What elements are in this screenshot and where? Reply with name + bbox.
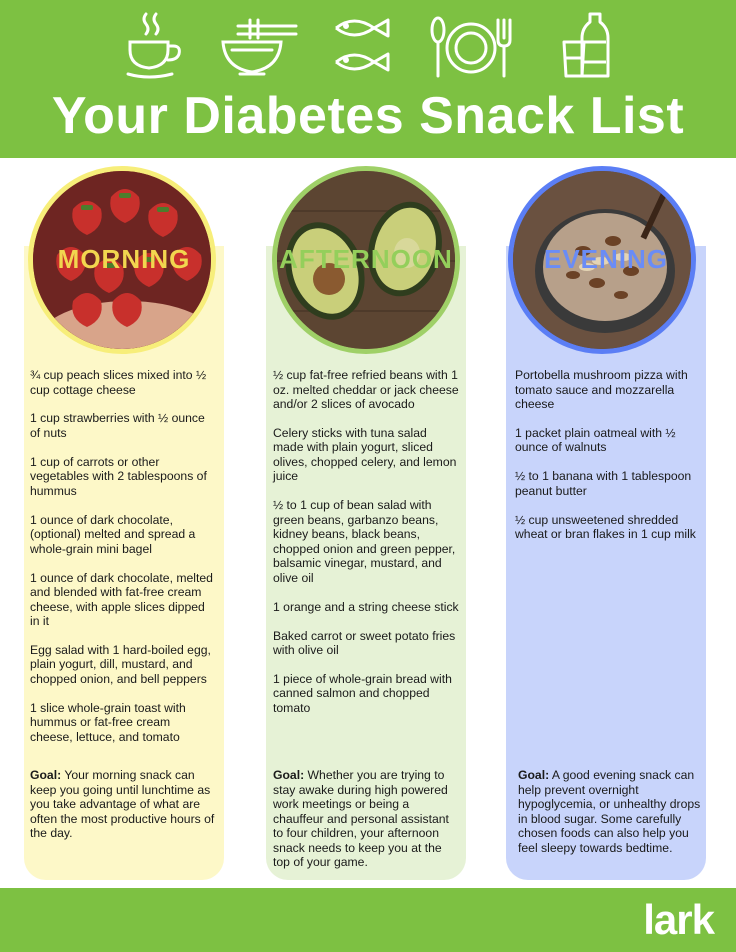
list-item: ½ cup fat-free refried beans with 1 oz. melted cheddar or jack cheese and/or 2 slices of avocado bbox=[273, 368, 459, 411]
list-item: Egg salad with 1 hard-boiled egg, plain yogurt, dill, mustard, and chopped onion, and bell peppers bbox=[30, 642, 211, 686]
afternoon-snack-list bbox=[273, 368, 459, 730]
food-icons-row bbox=[0, 8, 736, 80]
fish-icon bbox=[332, 8, 392, 80]
page-title: Your Diabetes Snack List bbox=[51, 87, 685, 145]
goal-text: Whether you are trying to stay awake during high powered work meetings or being a chauffeur and personal assistant to four children, your afternoon snack needs to keep you at the top of your game. bbox=[273, 768, 449, 869]
coffee-cup-icon bbox=[124, 8, 184, 80]
goal-text: Your morning snack can keep you going until lunchtime as you take advantage of what are often the most productive hours of the day. bbox=[30, 768, 215, 840]
evening-label: EVENING bbox=[543, 244, 669, 274]
list-item: 1 ounce of dark chocolate, (optional) melted and spread a whole-grain mini bagel bbox=[30, 512, 196, 556]
list-item: ½ cup unsweetened shredded wheat or bran flakes in 1 cup milk bbox=[515, 512, 696, 542]
list-item: ½ to 1 cup of bean salad with green beans, garbanzo beans, kidney beans, black beans, chopped onion and green pepper, balsamic vinegar, mustard, and olive oil bbox=[273, 498, 456, 585]
noodle-bowl-icon bbox=[220, 8, 300, 80]
list-item: Portobella mushroom pizza with tomato sauce and mozzarella cheese bbox=[515, 368, 688, 411]
list-item: Celery sticks with tuna salad made with plain yogurt, sliced olives, chopped celery, and lemon juice bbox=[273, 425, 457, 484]
list-item: 1 slice whole-grain toast with hummus or fat-free cream cheese, lettuce, and tomato bbox=[30, 700, 186, 744]
morning-goal bbox=[30, 768, 218, 841]
goal-label: Goal: bbox=[273, 768, 305, 782]
list-item: 1 packet plain oatmeal with ½ ounce of walnuts bbox=[515, 425, 676, 455]
evening-snack-list bbox=[515, 368, 701, 556]
afternoon-goal bbox=[273, 768, 461, 870]
list-item: 1 orange and a string cheese stick bbox=[273, 599, 459, 614]
afternoon-label: AFTERNOON bbox=[279, 244, 453, 274]
list-item: ½ to 1 banana with 1 tablespoon peanut butter bbox=[515, 469, 692, 498]
footer-banner bbox=[0, 888, 736, 952]
list-item: 1 ounce of dark chocolate, melted and blended with fat-free cream cheese, with apple slices dipped in it bbox=[30, 570, 213, 629]
evening-goal bbox=[518, 768, 706, 855]
plate-utensils-icon bbox=[428, 8, 514, 80]
list-item: ¾ cup peach slices mixed into ½ cup cottage cheese bbox=[30, 368, 207, 397]
morning-label: MORNING bbox=[57, 244, 191, 274]
list-item: 1 cup strawberries with ½ ounce of nuts bbox=[30, 411, 205, 440]
goal-label: Goal: bbox=[30, 768, 62, 782]
header-banner bbox=[0, 0, 736, 158]
list-item: 1 piece of whole-grain bread with canned salmon and chopped tomato bbox=[273, 671, 452, 715]
list-item: Baked carrot or sweet potato fries with olive oil bbox=[273, 628, 456, 658]
list-item: 1 cup of carrots or other vegetables with 2 tablespoons of hummus bbox=[30, 454, 207, 498]
brand-logo: lark bbox=[643, 896, 714, 943]
drinks-icon bbox=[560, 8, 616, 80]
goal-label: Goal: bbox=[518, 768, 550, 782]
morning-snack-list bbox=[30, 368, 216, 759]
goal-text: A good evening snack can help prevent overnight hypoglycemia, or unhealthy drops in blood sugar. Some carefully chosen foods can also help you feel sleepy towards bedtime. bbox=[518, 768, 701, 855]
